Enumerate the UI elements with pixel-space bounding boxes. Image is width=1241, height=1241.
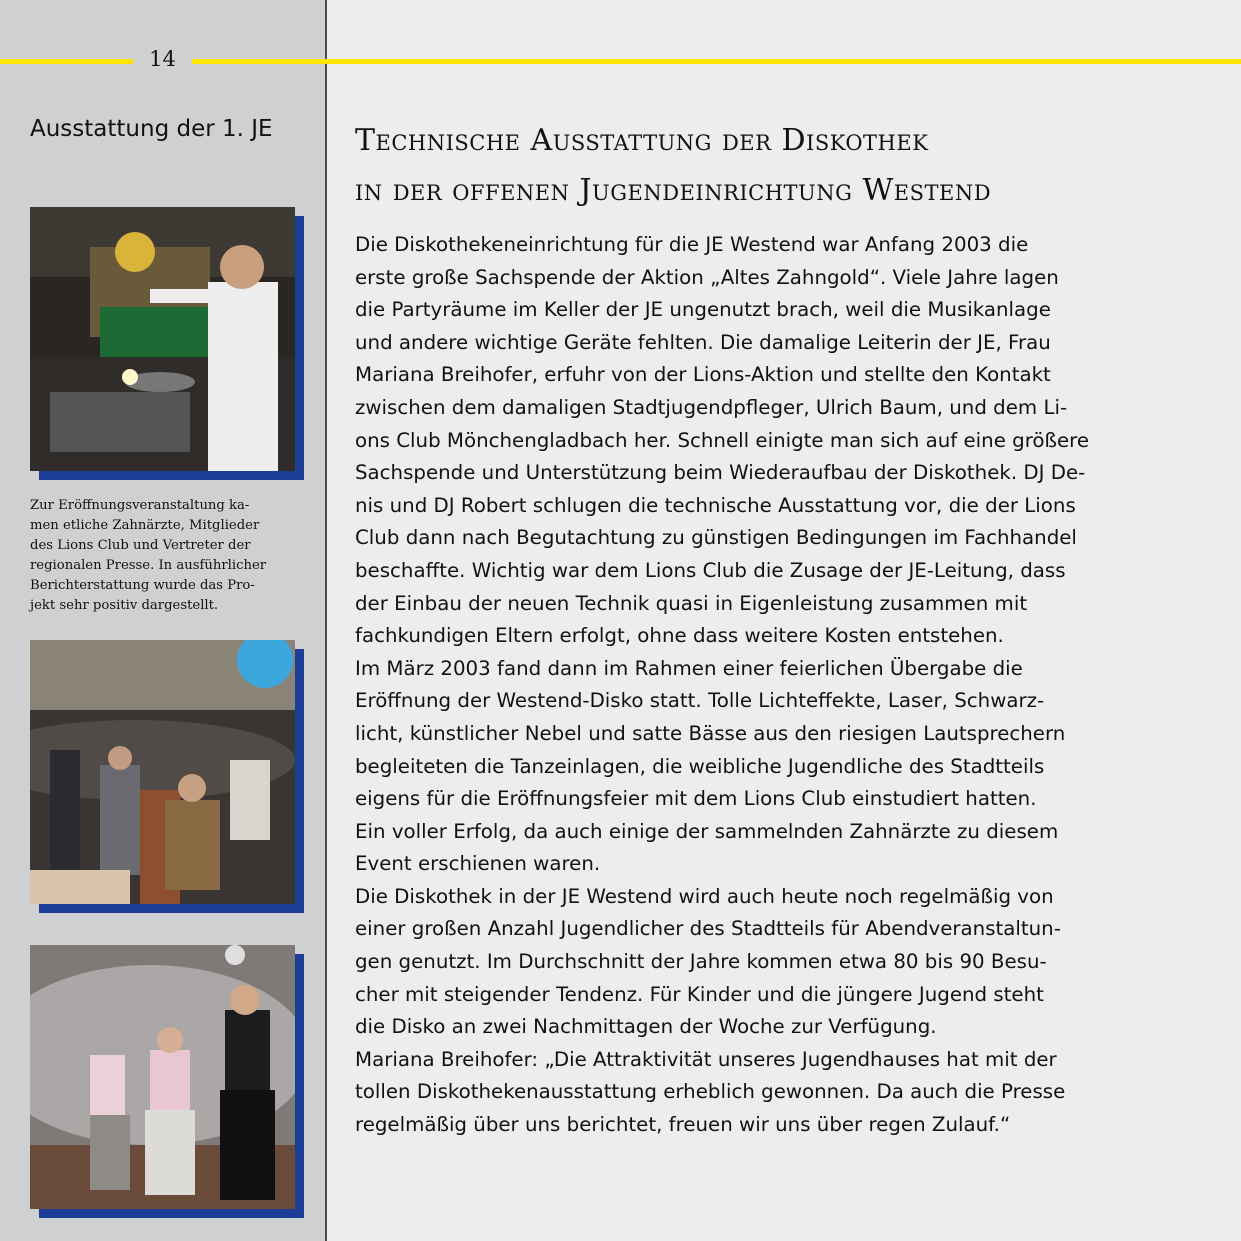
photo-dancers-wrapper [30, 945, 304, 1218]
body-line: die Partyräume im Keller der JE ungenutzt brach, weil die Musikanlage [355, 298, 1051, 322]
photo-caption [30, 496, 295, 616]
photo-opening-crowd [30, 640, 295, 904]
article-body [355, 229, 1155, 1142]
body-line: erste große Sachspende der Aktion „Altes Zahngold“. Viele Jahre lagen [355, 265, 1059, 289]
body-line: Ein voller Erfolg, da auch einige der sammelnden Zahnärzte zu diesem [355, 819, 1059, 843]
body-line: ons Club Mönchengladbach her. Schnell einigte man sich auf eine größere [355, 428, 1090, 452]
body-line: begleiteten die Tanzeinlagen, die weibliche Jugendliche des Stadtteils [355, 754, 1045, 778]
caption-line: regionalen Presse. In ausführlicher [30, 558, 267, 573]
body-line: beschaffte. Wichtig war dem Lions Club die Zusage der JE-Leitung, dass [355, 558, 1066, 582]
photo-dj-wrapper [30, 207, 304, 480]
body-line: Eröffnung der Westend-Disko statt. Tolle Lichteffekte, Laser, Schwarz- [355, 689, 1045, 713]
article-title-line: Technische Ausstattung der Diskothek [355, 123, 929, 158]
caption-line: jekt sehr positiv dargestellt. [30, 598, 219, 613]
body-line: nis und DJ Robert schlugen die technische Ausstattung vor, die der Lions [355, 493, 1076, 517]
section-title: Ausstattung der 1. JE [30, 116, 273, 142]
body-line: zwischen dem damaligen Stadtjugendpfleger, Ulrich Baum, und dem Li- [355, 395, 1068, 419]
body-line: Sachspende und Unterstützung beim Wiederaufbau der Diskothek. DJ De- [355, 461, 1086, 485]
body-line: Club dann nach Begutachtung zu günstigen Bedingungen im Fachhandel [355, 526, 1077, 550]
body-line: cher mit steigender Tendenz. Für Kinder und die jüngere Jugend steht [355, 982, 1044, 1006]
caption-line: Zur Eröffnungsveranstaltung ka- [30, 498, 250, 513]
body-line: Die Diskothekeneinrichtung für die JE Westend war Anfang 2003 die [355, 233, 1029, 256]
body-line: und andere wichtige Geräte fehlten. Die damalige Leiterin der JE, Frau [355, 330, 1051, 354]
body-line: tollen Diskothekenausstattung erheblich gewonnen. Da auch die Presse [355, 1080, 1066, 1104]
body-line: Mariana Breihofer, erfuhr von der Lions-Aktion und stellte den Kontakt [355, 363, 1051, 387]
column-divider [325, 0, 327, 1241]
body-line: eigens für die Eröffnungsfeier mit dem Lions Club einstudiert hatten. [355, 787, 1037, 811]
body-line: Im März 2003 fand dann im Rahmen einer feierlichen Übergabe die [355, 656, 1023, 680]
photo-dancers [30, 945, 295, 1209]
body-line: Mariana Breihofer: „Die Attraktivität unseres Jugendhauses hat mit der [355, 1047, 1057, 1071]
body-line: die Disko an zwei Nachmittagen der Woche zur Verfügung. [355, 1015, 937, 1039]
caption-line: Berichterstattung wurde das Pro- [30, 578, 255, 593]
body-line: Event erschienen waren. [355, 852, 601, 876]
body-line: Die Diskothek in der JE Westend wird auch heute noch regelmäßig von [355, 884, 1054, 908]
body-line: gen genutzt. Im Durchschnitt der Jahre kommen etwa 80 bis 90 Besu- [355, 950, 1047, 974]
body-line: licht, künstlicher Nebel und satte Bässe aus den riesigen Lautsprechern [355, 721, 1066, 745]
article-title [355, 116, 991, 216]
body-line: fachkundigen Eltern erfolgt, ohne dass weitere Kosten entstehen. [355, 624, 1004, 648]
page-number: 14 [149, 47, 176, 71]
body-line: der Einbau der neuen Technik quasi in Eigenleistung zusammen mit [355, 591, 1028, 615]
photo-opening-crowd-wrapper [30, 640, 304, 913]
caption-line: des Lions Club und Vertreter der [30, 538, 251, 553]
caption-line: men etliche Zahnärzte, Mitglieder [30, 518, 260, 533]
photo-dj-at-turntables [30, 207, 295, 471]
header-rule-right [192, 59, 1241, 64]
header-rule-left [0, 59, 133, 64]
body-line: regelmäßig über uns berichtet, freuen wir uns über regen Zulauf.“ [355, 1113, 1011, 1137]
article-title-line: in der offenen Jugendeinrichtung Westend [355, 173, 992, 208]
body-line: einer großen Anzahl Jugendlicher des Stadtteils für Abendveranstaltun- [355, 917, 1061, 941]
